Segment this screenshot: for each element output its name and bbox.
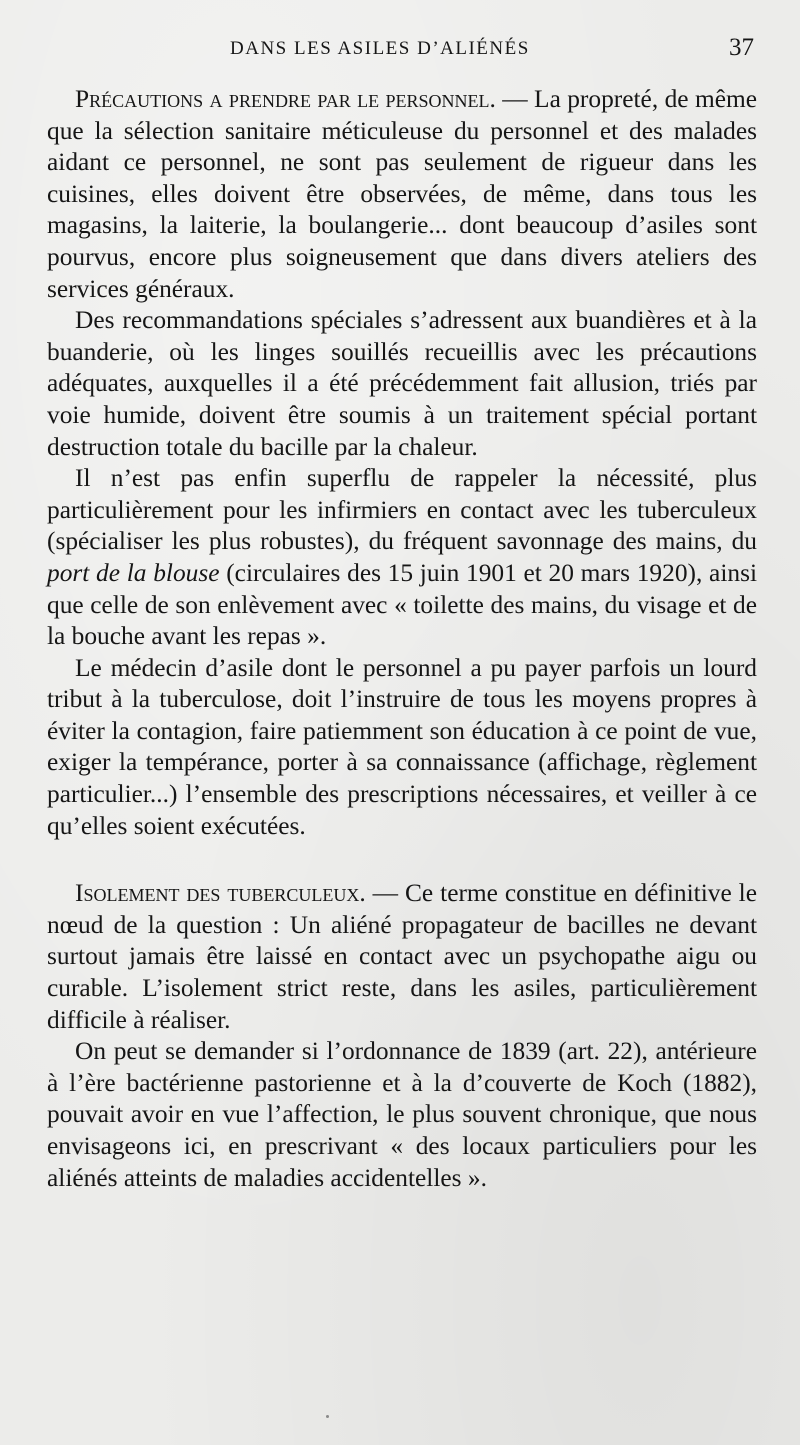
page-number: 37 (729, 34, 754, 61)
section-1-paragraph-3-text-a: Il n’est pas enfin superflu de rappeler la nécessité, plus particulièrement pour les infirmiers en contact avec les tuberculeux (spécialiser les plus robustes), du fréquent savonnage des mains, du (47, 464, 757, 556)
section-2-paragraph-1 (47, 878, 757, 1036)
running-head: DANS LES ASILES D’ALIÉNÉS (230, 38, 530, 59)
section-2-heading: Isolement des tuberculeux. (75, 879, 366, 908)
section-2-paragraph-1-text: — Ce terme constitue en définitive le nœud de la question : Un aliéné propagateur de bacilles ne devant surtout jamais être laissé en contact avec un psychopathe aigu ou curable. L’isolement strict reste, dans les asiles, particulièrement difficile à réaliser. (47, 879, 757, 1034)
section-2-paragraph-2: On peut se demander si l’ordonnance de 1839 (art. 22), antérieure à l’ère bactérienne pastorienne et à la d’couverte de Koch (1882), pouvait avoir en vue l’affection, le plus souvent chronique, que nous envisageons ici, en prescrivant « des locaux particuliers pour les aliénés atteints de maladies accidentelles ». (47, 1037, 757, 1192)
section-1-paragraph-1 (47, 84, 757, 305)
section-1-paragraph-2: Des recommandations spéciales s’adressent aux buandières et à la buanderie, où les linges souillés recueillis avec les précautions adéquates, auxquelles il a été précédemment fait allusion, triés par voie humide, doivent être soumis à un traitement spécial portant destruction totale du bacille par la chaleur. (47, 306, 757, 461)
section-1-paragraph-4: Le médecin d’asile dont le personnel a pu payer parfois un lourd tribut à la tuberculose, doit l’instruire de tous les moyens propres à éviter la contagion, faire patiemment son éducation à ce point de vue, exiger la tempérance, porter à sa connaissance (affichage, règlement particulier...) l’ensemble des prescriptions nécessaires, et veiller à ce qu’elles soient exécutées. (47, 653, 757, 840)
section-1-paragraph-3 (47, 463, 757, 653)
section-1-heading: Précautions a prendre par le personnel. (75, 85, 496, 113)
paper-speck (326, 1415, 329, 1418)
section-1-paragraph-3-italic: port de la blouse (47, 558, 220, 587)
section-1-paragraph-1-text: — La propreté, de même que la sélection sanitaire méticuleuse du personnel et des malades aidant ce personnel, ne sont pas seulement de rigueur dans les cuisines, elles doivent être observées, de même, dans tous les magasins, la laiterie, la boulangerie... dont beaucoup d’asiles sont pourvus, encore plus soigneusement que dans divers ateliers des services généraux. (47, 85, 757, 303)
section-1-paragraph-3-text-b: (circulaires des 15 juin 1901 et 20 mars 1920), ainsi que celle de son enlèvement avec « toilette des mains, du visage et de la bouche avant les repas ». (47, 558, 757, 651)
section-spacer (47, 842, 757, 878)
main-text (47, 84, 757, 1194)
